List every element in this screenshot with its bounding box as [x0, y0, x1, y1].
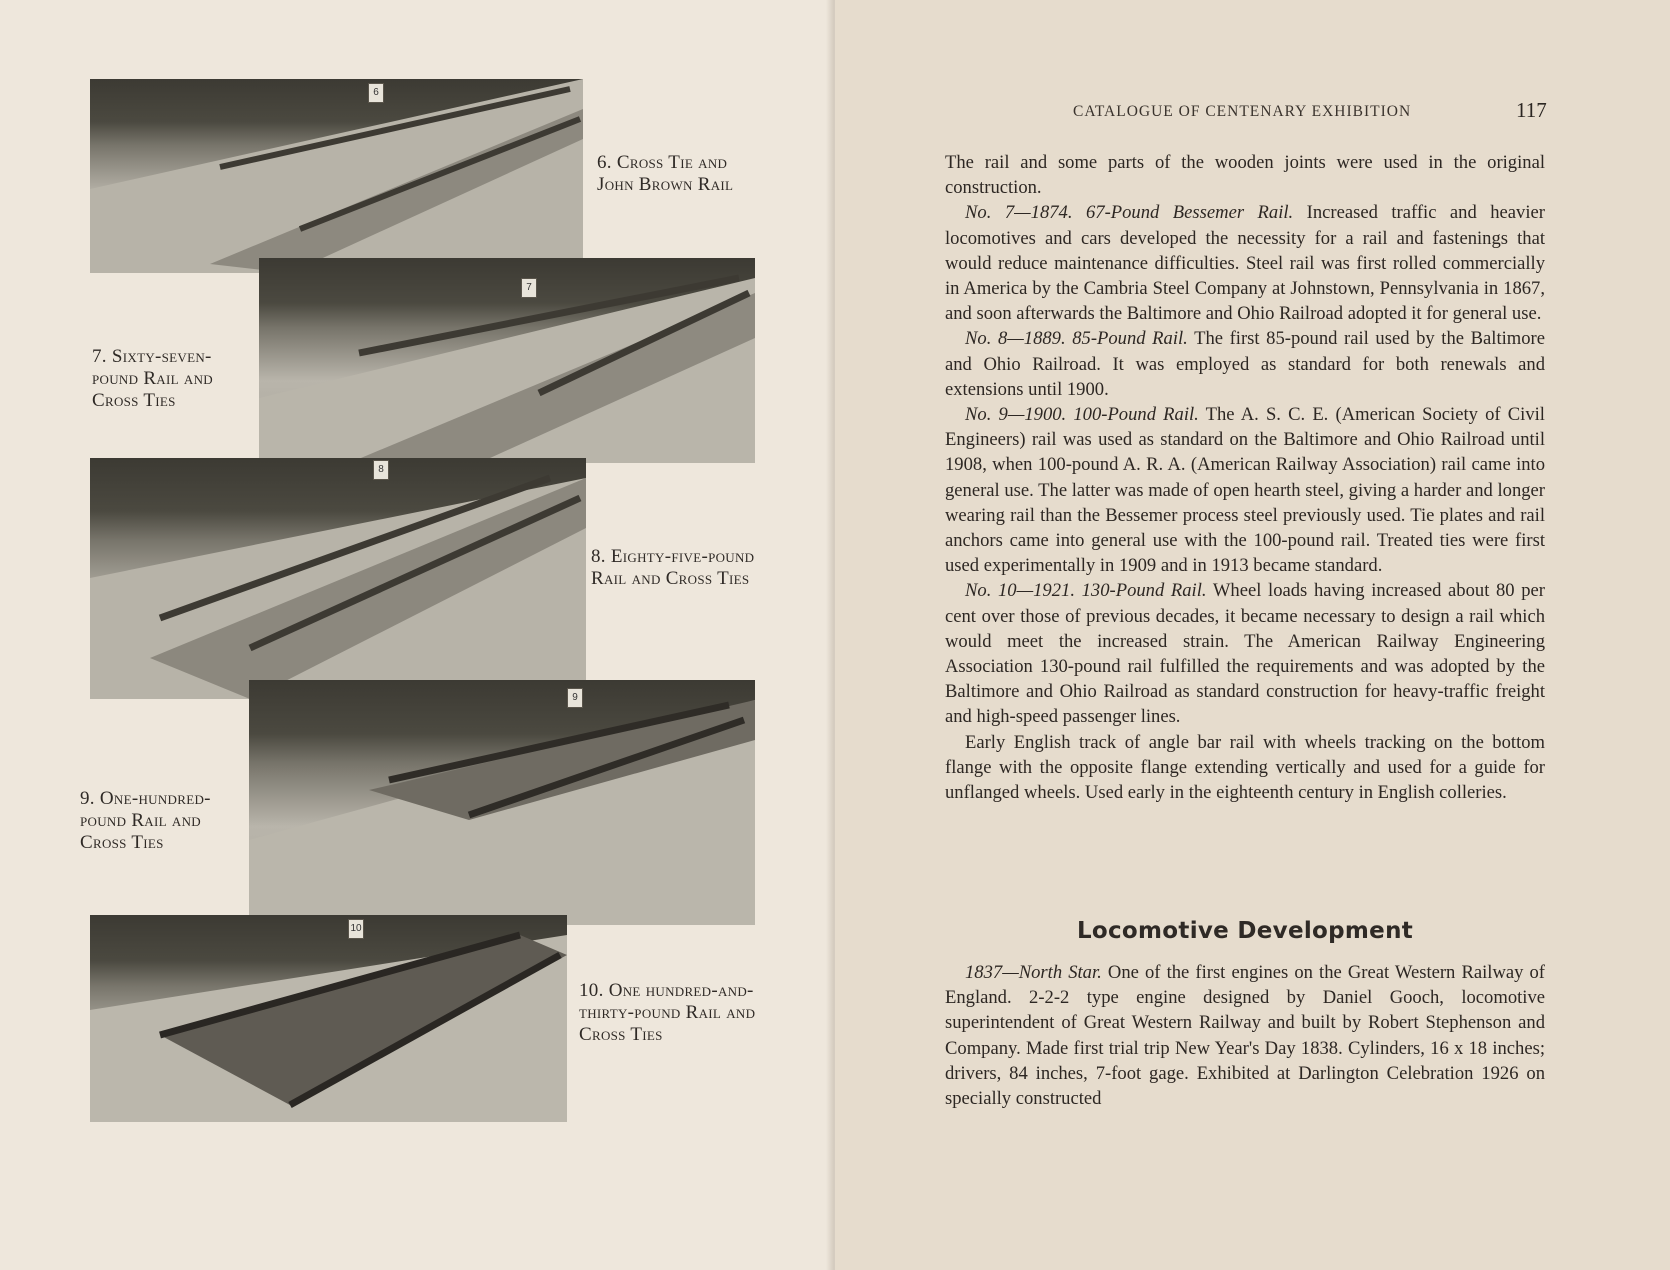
paragraph-1 — [945, 150, 1545, 200]
track-illustration-9 — [249, 680, 755, 925]
page-number: 117 — [1516, 98, 1547, 122]
paragraph-6 — [945, 730, 1545, 806]
caption-9-text: 9. One-hundred-pound Rail and Cross Ties — [80, 788, 211, 853]
caption-8 — [591, 546, 756, 590]
paragraph-3-lead: No. 8—1889. — [965, 328, 1066, 350]
caption-6 — [597, 152, 757, 196]
paragraph-5-lead: No. 10—1921. — [965, 580, 1075, 602]
caption-10 — [579, 980, 759, 1046]
photo-marker-6: 6 — [368, 83, 384, 103]
caption-7-text: 7. Sixty-seven-pound Rail and Cross Ties — [92, 346, 213, 411]
paragraph-6-text: Early English track of angle bar rail with wheels tracking on the bottom flange with the opposite flange extending vertically and used for a guide for unflanged wheels. Used early in the eighteenth century in English colleries. — [945, 731, 1545, 804]
photo-one-hundred-thirty-pound-rail — [90, 915, 567, 1122]
photo-sixty-seven-pound-rail — [259, 258, 755, 463]
paragraph-5-title: 130-Pound Rail. — [1081, 580, 1207, 602]
caption-9 — [80, 788, 250, 854]
paragraph-4-text: The A. S. C. E. (American Society of Civil Engineers) rail was used as standard on the Baltimore and Ohio Railroad until 1908, when 100-pound A. R. A. (American Railway Association) rail came into general use. The latter was made of open hearth steel, giving a harder and longer wearing rail than the Bessemer process steel previously used. Tie plates and rail anchors came into general use with the 100-pound rail. Treated ties were first used experimentally in 1909 and in 1913 became standard. — [945, 404, 1545, 577]
section-paragraph — [945, 960, 1545, 1111]
paragraph-2-text: Increased traffic and heavier locomotives and cars developed the necessity for a rail and fastenings that would reduce maintenance difficulties. Steel rail was first rolled commercially in America by the Cambria Steel Company at Johnstown, Pennsylvania in 1867, and soon afterwards the Baltimore and Ohio Railroad adopted it for general use. — [945, 202, 1545, 325]
paragraph-4-lead: No. 9—1900. — [965, 404, 1067, 426]
photo-cross-tie-john-brown-rail — [90, 79, 583, 273]
caption-10-text: 10. One hundred-and-thirty-pound Rail and Cross Ties — [579, 980, 756, 1045]
paragraph-3-title: 85-Pound Rail. — [1072, 328, 1188, 350]
paragraph-5 — [945, 578, 1545, 729]
photo-marker-8: 8 — [373, 460, 389, 480]
photo-eighty-five-pound-rail — [90, 458, 586, 699]
paragraph-5-text: Wheel loads having increased about 80 per cent over those of previous decades, it became necessary to design a rail which would meet the increased strain. The American Railway Engineering Association 130-pound rail fulfilled the requirements and was adopted by the Baltimore and Ohio Railroad as standard construction for heavy-traffic freight and high-speed passenger lines. — [945, 580, 1546, 728]
running-head: CATALOGUE OF CENTENARY EXHIBITION — [1073, 103, 1412, 120]
paragraph-2-lead: No. 7—1874. — [965, 202, 1073, 224]
caption-6-text: 6. Cross Tie and John Brown Rail — [597, 152, 734, 195]
photo-marker-9: 9 — [567, 688, 583, 708]
photo-marker-10: 10 — [348, 919, 364, 939]
track-illustration-10 — [90, 915, 567, 1122]
body-text — [945, 150, 1545, 805]
paragraph-2-title: 67-Pound Bessemer Rail. — [1085, 202, 1294, 224]
paragraph-4 — [945, 402, 1545, 578]
photo-one-hundred-pound-rail — [249, 680, 755, 925]
caption-8-text: 8. Eighty-five-pound Rail and Cross Ties — [591, 546, 755, 589]
paragraph-1-text: The rail and some parts of the wooden joints were used in the original construction. — [945, 152, 1545, 199]
photo-marker-7: 7 — [521, 278, 537, 298]
section-heading-locomotive-development: Locomotive Development — [1076, 918, 1414, 944]
section-paragraph-lead: 1837—North Star. — [965, 962, 1102, 983]
track-illustration-7 — [259, 258, 755, 463]
track-illustration-8 — [90, 458, 586, 699]
paragraph-3 — [945, 326, 1545, 402]
section-body-text — [945, 960, 1545, 1111]
paragraph-4-title: 100-Pound Rail. — [1073, 404, 1199, 426]
paragraph-2 — [945, 200, 1545, 326]
section-paragraph-text: One of the first engines on the Great Western Railway of England. 2-2-2 type engine designed by Daniel Gooch, locomotive superintendent of Great Western Railway and built by Robert Stephenson and Company. Made first trial trip New Year's Day 1838. Cylinders, 16 x 18 inches; drivers, 84 inches, 7-foot gage. Exhibited at Darlington Celebration 1926 on specially constructed — [945, 962, 1546, 1110]
track-illustration-6 — [90, 79, 583, 273]
caption-7 — [92, 346, 257, 412]
paragraph-3-text: The first 85-pound rail used by the Baltimore and Ohio Railroad. It was employed as standard for both renewals and extensions until 1900. — [945, 328, 1545, 400]
